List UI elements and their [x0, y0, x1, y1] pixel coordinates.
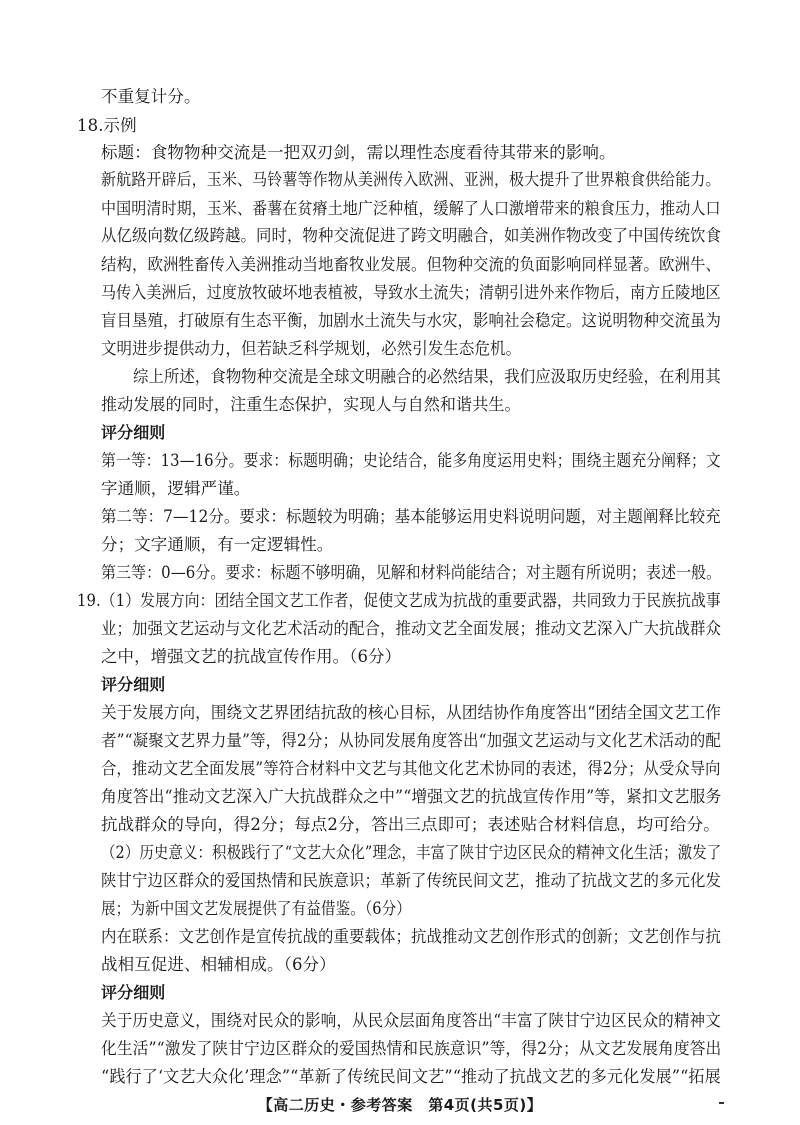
text-line: 展；为新中国文艺发展提供了有益借鉴。（6分）: [101, 899, 411, 918]
text-line: 马传入美洲后，过度放牧破坏地表植被，导致水土流失；清朝引进外来作物后，南方丘陵地区: [101, 283, 721, 302]
text-line: 不重复计分。: [101, 87, 201, 106]
text-line: 之中，增强文艺的抗战宣传作用。（6分）: [101, 647, 402, 666]
text-line: 字通顺，逻辑严谨。: [101, 479, 251, 498]
text-line: 关于发展方向，围绕文艺界团结抗敌的核心目标，从团结协作角度答出“团结全国文艺工作: [101, 703, 721, 722]
corner-mark: [719, 1102, 724, 1104]
scoring-heading: 评分细则: [101, 983, 166, 1002]
question-19-part-2: （2）历史意义：积极践行了“文艺大众化”理念，丰富了陕甘宁边区民众的精神文化生活；激发了: [101, 843, 722, 862]
text-line: 关于历史意义，围绕对民众的影响，从民众层面角度答出“丰富了陕甘宁边区民众的精神文: [101, 1011, 721, 1030]
text-line: 中国明清时期，玉米、番薯在贫瘠土地广泛种植，缓解了人口激增带来的粮食压力，推动人口: [101, 199, 721, 218]
text-line: 第一等：13—16分。要求：标题明确；史论结合，能多角度运用史料；围绕主题充分阐释；文: [101, 451, 721, 470]
text-line: “践行了‘文艺大众化’理念”“革新了传统民间文艺”“推动了抗战文艺的多元化发展”“拓展: [101, 1067, 721, 1086]
text-line: 文明进步提供动力，但若缺乏科学规划，必然引发生态危机。: [101, 339, 522, 358]
text-line: 内在联系：文艺创作是宣传抗战的重要载体；抗战推动文艺创作形式的创新；文艺创作与抗: [101, 927, 721, 946]
text-line: 综上所述，食物物种交流是全球文明融合的必然结果，我们应汲取历史经验，在利用其: [133, 367, 721, 386]
text-line: 推动发展的同时，注重生态保护，实现人与自然和谐共生。: [101, 395, 521, 414]
question-18-heading: 18.示例: [77, 116, 137, 135]
text-line: 陕甘宁边区群众的爱国热情和民族意识；革新了传统民间文艺，推动了抗战文艺的多元化发: [101, 871, 721, 890]
text-line: 分；文字通顺，有一定逻辑性。: [101, 535, 334, 554]
text-line: 化生活”“激发了陕甘宁边区群众的爱国热情和民族意识”等，得2分；从文艺发展角度答出: [101, 1039, 722, 1058]
text-line: 者”“凝聚文艺界力量”等，得2分；从协同发展角度答出“加强文艺运动与文化艺术活动的配: [101, 731, 721, 750]
text-line: 业；加强文艺运动与文化艺术活动的配合，推动文艺全面发展；推动文艺深入广大抗战群众: [101, 619, 721, 638]
page-footer: 【高二历史・参考答案 第4页(共5页)】: [257, 1096, 543, 1114]
text-line: 战相互促进、相辅相成。（6分）: [101, 955, 336, 974]
scoring-heading: 评分细则: [101, 423, 166, 442]
text-line: 从亿级向数亿级跨越。同时，物种交流促进了跨文明融合，如美洲作物改变了中国传统饮食: [101, 226, 721, 245]
text-line: 第三等：0—6分。要求：标题不够明确，见解和材料尚能结合；对主题有所说明；表述一般。: [101, 563, 722, 582]
scoring-heading: 评分细则: [101, 675, 166, 694]
text-line: 第二等：7—12分。要求：标题较为明确；基本能够运用史料说明问题，对主题阐释比较充: [101, 507, 721, 526]
text-line: 标题：食物物种交流是一把双刃剑，需以理性态度看待其带来的影响。: [101, 143, 616, 162]
question-19-part-1: 19.（1）发展方向：团结全国文艺工作者，促使文艺成为抗战的重要武器，共同致力于民族抗战事: [77, 591, 721, 610]
text-line: 角度答出“推动文艺深入广大抗战群众之中”“增强文艺的抗战宣传作用”等，紧扣文艺服务: [101, 787, 722, 806]
text-line: 新航路开辟后，玉米、马铃薯等作物从美洲传入欧洲、亚洲，极大提升了世界粮食供给能力。: [101, 170, 721, 189]
text-line: 合，推动文艺全面发展”等符合材料中文艺与其他文化艺术协同的表述，得2分；从受众导向: [101, 759, 721, 778]
text-line: 抗战群众的导向，得2分；每点2分，答出三点即可；表述贴合材料信息，均可给分。: [101, 815, 720, 834]
text-line: 结构，欧洲牲畜传入美洲推动当地畜牧业发展。但物种交流的负面影响同样显著。欧洲牛、: [101, 255, 721, 274]
text-line: 盲目垦殖，打破原有生态平衡，加剧水土流失与水灾，影响社会稳定。这说明物种交流虽为: [101, 311, 721, 330]
